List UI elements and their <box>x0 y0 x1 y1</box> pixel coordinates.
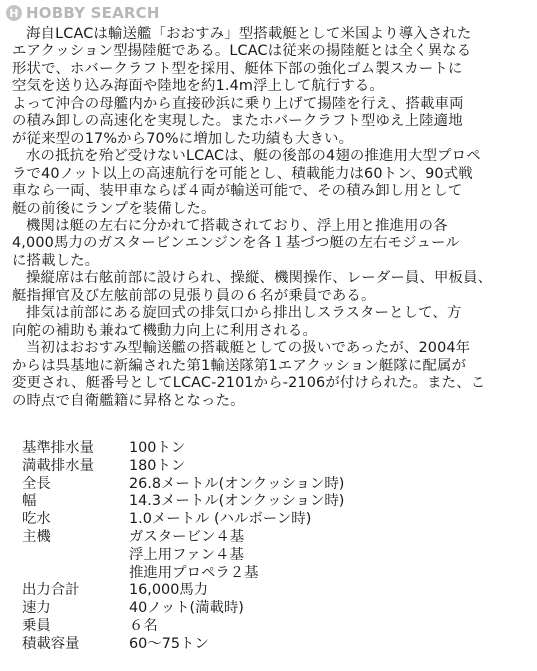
paragraph-propulsion: 水の抵抗を殆ど受けないLCACは、艇の後部の4翅の推進用大型プロペ ラで40ノット以上の高速航行を可能とし、積載能力は60トン、90式戦 車なら一両、装甲車ならば４両が輸送可能で、その積み卸し用として 艇の前後にランプを装備した。 <box>12 148 481 217</box>
paragraph-history: 当初はおおすみ型輸送艦の搭載艇としての扱いであったが、2004年 からは呉基地に新編された第1輸送隊第1エアクッション艇隊に配属が 変更され、艇番号としてLCAC-2101から-2106が付けられた。また、こ の時点で自衛艦籍に昇格となった。 <box>12 340 486 409</box>
spec-label: 満載排水量 <box>22 457 94 474</box>
spec-value: 100トン <box>129 440 186 456</box>
spec-row <box>22 618 344 636</box>
spec-value: 26.8メートル(オンクッション時) <box>129 475 345 492</box>
hobby-search-logo-icon: H <box>6 5 22 21</box>
paragraph-crew: 操縦席は右舷前部に設けられ、操縦、機関操作、レーダー員、甲板員、 艇指揮官及び左舷前部の見張り員の６名が乗員である。 <box>12 270 493 304</box>
spec-label: 出力合計 <box>22 582 80 599</box>
document-body <box>12 26 530 410</box>
spec-label: 吃水 <box>22 511 51 528</box>
spec-value: ６名 <box>129 617 158 634</box>
spec-row <box>22 493 344 511</box>
spec-label: 主機 <box>22 528 51 545</box>
spec-label: 乗員 <box>22 617 51 634</box>
description-paragraphs <box>12 26 530 410</box>
spec-value: 14.3メートル(オンクッション時) <box>129 493 345 510</box>
spec-row <box>22 458 344 476</box>
paragraph-engines: 機関は艇の左右に分かれて搭載されており、浮上用と推進用の各 4,000馬力のガスタービンエンジンを各１基づつ艇の左右モジュール に搭載した。 <box>12 217 460 269</box>
spec-value: 180トン <box>129 457 186 474</box>
spec-value: 40ノット(満載時) <box>129 600 244 617</box>
spec-label: 積載容量 <box>22 635 80 652</box>
spec-value: 浮上用ファン４基 <box>129 546 244 563</box>
spec-value: 推進用プロペラ２基 <box>129 564 259 581</box>
spec-value: 1.0メートル (ハルボーン時) <box>129 511 312 528</box>
spec-value: 16,000馬力 <box>129 582 209 599</box>
spec-label: 基準排水量 <box>22 440 94 456</box>
spec-label: 幅 <box>22 493 37 510</box>
spec-row <box>22 476 344 494</box>
paragraph-intro: 海自LCACは輸送艦「おおすみ」型搭載艇として米国より導入された エアクッション型揚陸艇である。LCACは従来の揚陸艇とは全く異なる 形状で、ホバークラフト型を採用、艇体下部の強化ゴム製スカートに 空気を送り込み海面や陸地を約1.4m浮上して航行する。 よって沖合の母艦内から直接砂浜に乗り上げて揚陸を行え、搭載車両 の積み卸しの高速化を実現した。またホバークラフト型ゆえ上陸適地 が従来型の17%から70%に増加した功績も大きい。 <box>12 26 472 147</box>
spec-table <box>22 440 344 654</box>
spec-value: ガスタービン４基 <box>129 528 245 545</box>
spec-row <box>22 636 344 654</box>
spec-row <box>22 511 344 529</box>
paragraph-exhaust: 排気は前部にある旋回式の排気口から排出しスラスターとして、方 向舵の補助も兼ねて機動力向上に利用される。 <box>12 305 462 339</box>
watermark-text: HOBBY SEARCH <box>26 4 160 22</box>
watermark-logo <box>6 4 160 22</box>
spec-row <box>22 529 344 582</box>
spec-row <box>22 440 344 458</box>
spec-value: 60～75トン <box>129 635 209 652</box>
spec-row <box>22 600 344 618</box>
spec-label: 速力 <box>22 600 51 617</box>
spec-label: 全長 <box>22 475 51 492</box>
spec-row <box>22 582 344 600</box>
